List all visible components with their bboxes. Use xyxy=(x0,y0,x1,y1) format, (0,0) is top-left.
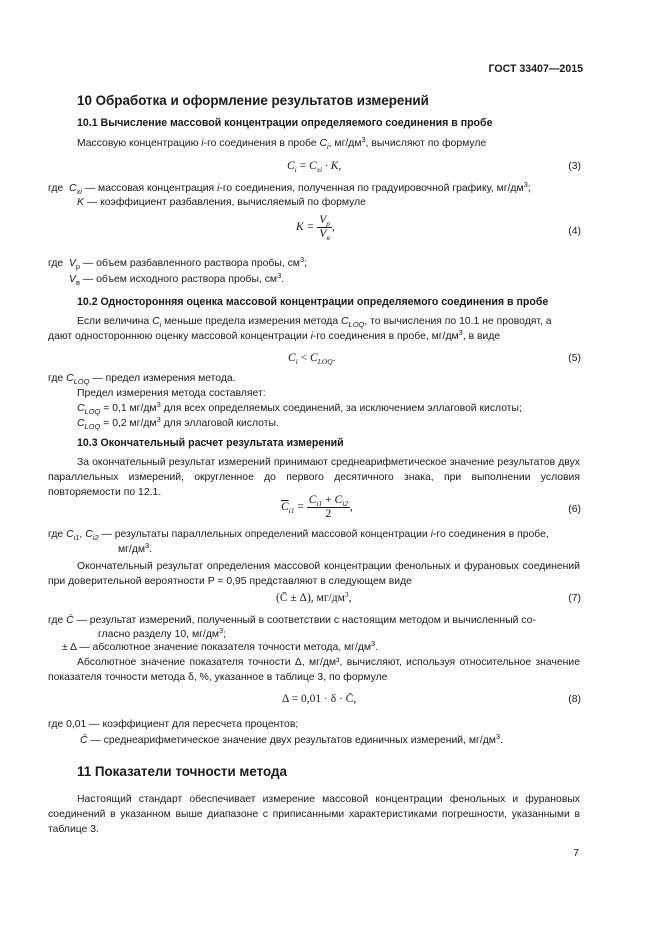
where-c-bar-continued: гласно разделу 10, $мг/дм^3$; xyxy=(98,626,227,640)
equation-6: $\overline{C}_{i1}$ = $\frac{C_{i1} + C_{i2}}{2}$ , xyxy=(281,494,353,520)
section-11-title: 11 Показатели точности метода xyxy=(77,764,287,779)
equation-7: (C̄ ± Δ), $мг/дм^3$, xyxy=(276,590,352,604)
where-c-xi: где $C_{xi}$ — массовая концентрация i-го соединения, полученная по градуировочной графику, $мг/дм^3$; xyxy=(48,180,531,196)
where-k: K — коэффициент разбавления, вычисляемый по формуле xyxy=(77,197,366,208)
final-result-paragraph: Окончательный результат определения массовой концентрации фенольных и фурановых соединений при доверительной вероятности P = 0,95 представляют в следующем виде xyxy=(48,561,580,587)
equation-4: K = $\frac{V_p}{V_в}$ , xyxy=(296,214,335,242)
section-10-title: 10 Обработка и оформление результатов измерений xyxy=(77,93,429,108)
limit-item-2: $C_{LOQ} = 0,2$ $мг/дм^3$ для эллаговой кислоты. xyxy=(77,415,279,431)
section-11-paragraph: Настоящий стандарт обеспечивает измерение массовой концентрации фенольных и фурановых соединений в указанном выше диапазоне с приписанными характеристиками погрешности, указанными в таблице 3. xyxy=(48,794,580,835)
equation-3-number: (3) xyxy=(568,161,581,172)
equation-8-number: (8) xyxy=(568,694,581,705)
limit-item-1: $C_{LOQ} = 0,1$ $мг/дм^3$ для всех определяемых соединений, за исключением эллаговой кислоты; xyxy=(77,400,522,416)
subsection-10-1-title: 10.1 Вычисление массовой концентрации определяемого соединения в пробе xyxy=(77,117,493,129)
where-c-i1-c-i2: где $C_{i1}$, $C_{i2}$ — результаты параллельных определений массовой концентрации i-го соединения в пробе, xyxy=(48,529,549,542)
document-header: ГОСТ 33407—2015 xyxy=(488,63,583,75)
where-c-bar-mean: C̄ — среднеарифметическое значение двух результатов единичных измерений, $мг/дм^3$. xyxy=(80,732,503,746)
where-delta: ± Δ — абсолютное значение показателя точности метода, $мг/дм^3$. xyxy=(62,639,379,653)
where-001: где 0,01 — коэффициент для пересчета процентов; xyxy=(48,719,299,730)
page-number: 7 xyxy=(573,848,579,859)
equation-8: Δ = 0,01 · δ · C̄, xyxy=(282,693,357,705)
s103-paragraph: За окончательный результат измерений принимают среднеарифметическое значение результатов двух параллельных измерений, округленное до первого десятичного знака, при выполнении условия повторяемости по 12.1. xyxy=(48,457,580,498)
equation-7-number: (7) xyxy=(568,593,581,604)
subsection-10-2-title: 10.2 Односторонняя оценка массовой концентрации определяемого соединения в пробе xyxy=(77,296,549,308)
s102-para-line1: Если величина $C_i$ меньше предела измерения метода $C_{LOQ}$, то вычисления по 10.1 не проводят, а xyxy=(77,316,552,329)
where-c-i1-continued: $мг/дм^3$. xyxy=(118,541,153,555)
equation-3: $C_i = C_{xi} \cdot K$, xyxy=(287,160,342,174)
equation-6-number: (6) xyxy=(568,504,581,515)
subsection-10-3-title: 10.3 Окончательный расчет результата измерений xyxy=(77,437,344,449)
where-v-p: где $V_р$ — объем разбавленного раствора пробы, $см^3$; xyxy=(48,255,308,271)
absolute-value-paragraph: Абсолютное значение показателя точности Δ, мг/дм³, вычисляют, используя относительное значение показателя точности метода δ, %, указанное в таблице 3, по формуле xyxy=(48,657,580,683)
where-c-loq: где $C_{LOQ}$ — предел измерения метода. xyxy=(48,373,236,386)
limit-intro: Предел измерения метода составляет: xyxy=(77,388,266,399)
equation-4-number: (4) xyxy=(568,226,581,237)
s101-intro: Массовую концентрацию i-го соединения в пробе $C_i$, $мг/дм^3$, вычисляют по формуле xyxy=(77,135,487,151)
s102-para-line2: дают одностороннюю оценку массовой концентрации i-го соединения в пробе, $мг/дм^3$, в виде xyxy=(48,328,501,342)
equation-5-number: (5) xyxy=(568,353,581,364)
where-c-bar: где C̄ — результат измерений, полученный в соответствии с настоящим методом и вычисленный со- xyxy=(48,615,536,626)
equation-5: $C_i < C_{LOQ}$. xyxy=(288,352,336,366)
where-v-v: $V_в$ — объем исходного раствора пробы, $см^3$. xyxy=(69,271,285,287)
